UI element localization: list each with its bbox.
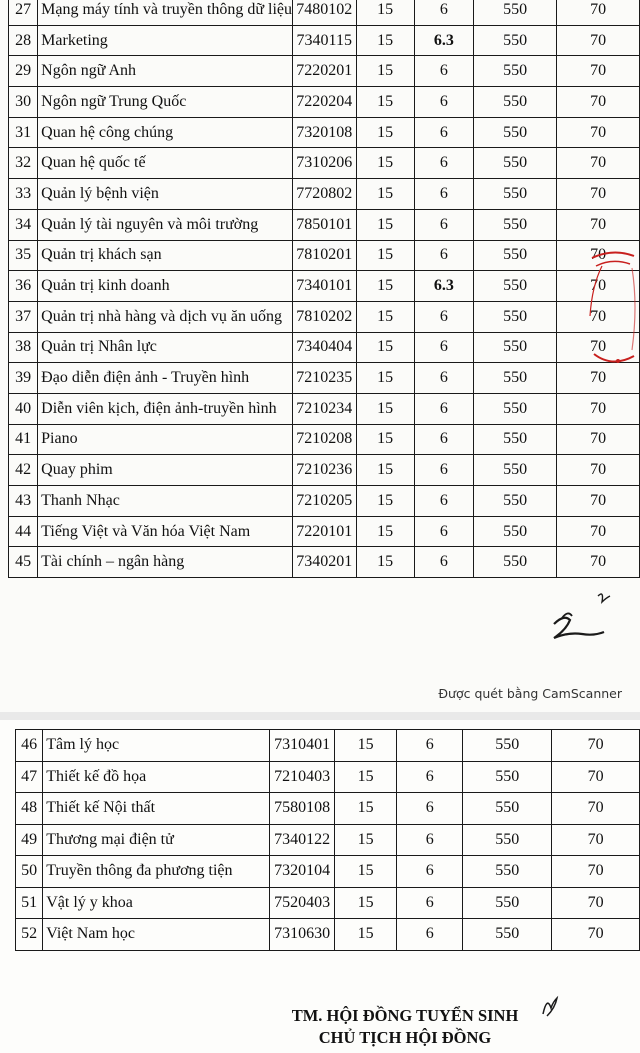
score-col-1: 15 — [356, 0, 414, 25]
major-code: 7210403 — [270, 761, 334, 793]
score-col-1: 15 — [334, 793, 397, 825]
score-col-2: 6 — [397, 730, 463, 762]
table-row — [16, 856, 640, 888]
score-col-3: 550 — [473, 148, 556, 179]
major-name: Vật lý y khoa — [43, 887, 270, 919]
table-row — [9, 516, 640, 547]
row-number: 42 — [9, 455, 38, 486]
table-row — [9, 117, 640, 148]
major-code: 7220201 — [293, 56, 356, 87]
major-name: Marketing — [38, 25, 293, 56]
table-row — [9, 332, 640, 363]
table-row — [9, 301, 640, 332]
scanned-page-2 — [0, 720, 640, 1053]
score-col-1: 15 — [356, 179, 414, 210]
score-col-2: 6.3 — [414, 271, 473, 302]
score-col-3: 550 — [463, 761, 552, 793]
score-col-1: 15 — [334, 824, 397, 856]
red-seal-stamp-icon — [588, 246, 638, 374]
score-col-4: 70 — [557, 117, 640, 148]
score-col-3: 550 — [473, 301, 556, 332]
row-number: 39 — [9, 363, 38, 394]
row-number: 32 — [9, 148, 38, 179]
page-separator — [0, 712, 640, 720]
score-col-2: 6 — [414, 301, 473, 332]
score-col-3: 550 — [473, 332, 556, 363]
score-col-4: 70 — [557, 332, 640, 363]
score-col-3: 550 — [473, 424, 556, 455]
score-col-4: 70 — [557, 301, 640, 332]
major-code: 7320104 — [270, 856, 334, 888]
major-name: Quản trị Nhân lực — [38, 332, 293, 363]
table-row — [16, 824, 640, 856]
score-col-2: 6 — [414, 486, 473, 517]
row-number: 47 — [16, 761, 43, 793]
table-row — [9, 271, 640, 302]
row-number: 27 — [9, 0, 38, 25]
score-col-3: 550 — [463, 793, 552, 825]
major-name: Truyền thông đa phương tiện — [43, 856, 270, 888]
score-col-3: 550 — [473, 0, 556, 25]
score-col-1: 15 — [356, 332, 414, 363]
score-col-1: 15 — [356, 117, 414, 148]
score-col-4: 70 — [557, 516, 640, 547]
major-code: 7340404 — [293, 332, 356, 363]
council-title: TM. HỘI ĐỒNG TUYỂN SINH — [291, 1006, 519, 1025]
table-row — [9, 363, 640, 394]
score-col-2: 6 — [414, 117, 473, 148]
table-row — [9, 56, 640, 87]
table-row — [9, 179, 640, 210]
table-row — [16, 730, 640, 762]
major-name: Quan hệ quốc tế — [38, 148, 293, 179]
major-code: 7520403 — [270, 887, 334, 919]
row-number: 37 — [9, 301, 38, 332]
table-row — [9, 486, 640, 517]
admission-table-part2 — [15, 729, 640, 951]
row-number: 35 — [9, 240, 38, 271]
row-number: 45 — [9, 547, 38, 578]
major-name: Đạo diễn điện ảnh - Truyền hình — [38, 363, 293, 394]
score-col-2: 6 — [414, 56, 473, 87]
major-name: Ngôn ngữ Anh — [38, 56, 293, 87]
major-code: 7220101 — [293, 516, 356, 547]
score-col-2: 6 — [414, 209, 473, 240]
score-col-3: 550 — [463, 856, 552, 888]
major-name: Thương mại điện tử — [43, 824, 270, 856]
row-number: 44 — [9, 516, 38, 547]
row-number: 28 — [9, 25, 38, 56]
score-col-3: 550 — [473, 240, 556, 271]
score-col-1: 15 — [356, 301, 414, 332]
major-name: Tâm lý học — [43, 730, 270, 762]
score-col-3: 550 — [463, 887, 552, 919]
major-name: Việt Nam học — [43, 919, 270, 951]
major-code: 7310206 — [293, 148, 356, 179]
score-col-4: 70 — [552, 761, 640, 793]
score-col-3: 550 — [473, 393, 556, 424]
score-col-1: 15 — [356, 87, 414, 118]
score-col-2: 6.3 — [414, 25, 473, 56]
major-name: Tài chính – ngân hàng — [38, 547, 293, 578]
score-col-4: 70 — [557, 179, 640, 210]
score-col-3: 550 — [473, 455, 556, 486]
major-name: Quản trị khách sạn — [38, 240, 293, 271]
score-col-2: 6 — [414, 332, 473, 363]
score-col-4: 70 — [557, 87, 640, 118]
table-row — [16, 761, 640, 793]
score-col-3: 550 — [473, 117, 556, 148]
score-col-1: 15 — [334, 730, 397, 762]
major-code: 7340101 — [293, 271, 356, 302]
row-number: 51 — [16, 887, 43, 919]
score-col-2: 6 — [414, 240, 473, 271]
table-row — [9, 209, 640, 240]
score-col-2: 6 — [414, 455, 473, 486]
score-col-2: 6 — [397, 856, 463, 888]
score-col-1: 15 — [334, 856, 397, 888]
score-col-4: 70 — [552, 887, 640, 919]
score-col-1: 15 — [356, 209, 414, 240]
score-col-1: 15 — [356, 271, 414, 302]
major-name: Piano — [38, 424, 293, 455]
score-col-1: 15 — [334, 761, 397, 793]
score-col-4: 70 — [557, 148, 640, 179]
major-name: Thiết kế đồ họa — [43, 761, 270, 793]
score-col-4: 70 — [557, 486, 640, 517]
table-row — [9, 424, 640, 455]
score-col-3: 550 — [473, 25, 556, 56]
score-col-3: 550 — [473, 486, 556, 517]
major-code: 7210205 — [293, 486, 356, 517]
major-name: Mạng máy tính và truyền thông dữ liệu — [38, 0, 293, 25]
major-code: 7210234 — [293, 393, 356, 424]
score-col-4: 70 — [557, 209, 640, 240]
major-code: 7810201 — [293, 240, 356, 271]
table-row — [9, 25, 640, 56]
score-col-3: 550 — [473, 179, 556, 210]
score-col-3: 550 — [473, 516, 556, 547]
table-row — [16, 887, 640, 919]
major-code: 7340115 — [293, 25, 356, 56]
major-code: 7580108 — [270, 793, 334, 825]
score-col-4: 70 — [557, 271, 640, 302]
major-name: Quản lý tài nguyên và môi trường — [38, 209, 293, 240]
row-number: 34 — [9, 209, 38, 240]
signature-initial-icon — [540, 588, 620, 648]
major-code: 7810202 — [293, 301, 356, 332]
score-col-4: 70 — [557, 25, 640, 56]
score-col-4: 70 — [557, 56, 640, 87]
score-col-2: 6 — [414, 179, 473, 210]
score-col-2: 6 — [414, 87, 473, 118]
row-number: 43 — [9, 486, 38, 517]
score-col-4: 70 — [557, 0, 640, 25]
row-number: 40 — [9, 393, 38, 424]
score-col-3: 550 — [473, 209, 556, 240]
score-col-1: 15 — [356, 547, 414, 578]
major-name: Quản lý bệnh viện — [38, 179, 293, 210]
score-col-4: 70 — [557, 393, 640, 424]
major-code: 7720802 — [293, 179, 356, 210]
score-col-1: 15 — [356, 455, 414, 486]
major-code: 7210235 — [293, 363, 356, 394]
score-col-2: 6 — [397, 887, 463, 919]
score-col-3: 550 — [473, 87, 556, 118]
row-number: 50 — [16, 856, 43, 888]
score-col-2: 6 — [414, 547, 473, 578]
camscanner-watermark: Được quét bằng CamScanner — [438, 686, 622, 701]
score-col-4: 70 — [557, 424, 640, 455]
score-col-2: 6 — [397, 919, 463, 951]
score-col-2: 6 — [414, 393, 473, 424]
table-row — [9, 148, 640, 179]
score-col-3: 550 — [463, 919, 552, 951]
row-number: 30 — [9, 87, 38, 118]
major-name: Quản trị nhà hàng và dịch vụ ăn uống — [38, 301, 293, 332]
score-col-1: 15 — [356, 56, 414, 87]
major-code: 7310401 — [270, 730, 334, 762]
score-col-1: 15 — [356, 393, 414, 424]
score-col-1: 15 — [356, 486, 414, 517]
row-number: 36 — [9, 271, 38, 302]
score-col-4: 70 — [552, 856, 640, 888]
major-code: 7340201 — [293, 547, 356, 578]
score-col-4: 70 — [557, 240, 640, 271]
score-col-1: 15 — [356, 516, 414, 547]
major-code: 7340122 — [270, 824, 334, 856]
major-code: 7210236 — [293, 455, 356, 486]
score-col-2: 6 — [414, 516, 473, 547]
score-col-4: 70 — [552, 824, 640, 856]
score-col-2: 6 — [414, 148, 473, 179]
table-row — [9, 455, 640, 486]
major-name: Thanh Nhạc — [38, 486, 293, 517]
table-row — [9, 87, 640, 118]
row-number: 31 — [9, 117, 38, 148]
score-col-2: 6 — [397, 824, 463, 856]
score-col-3: 550 — [463, 730, 552, 762]
major-name: Tiếng Việt và Văn hóa Việt Nam — [38, 516, 293, 547]
score-col-4: 70 — [557, 363, 640, 394]
score-col-1: 15 — [334, 919, 397, 951]
row-number: 33 — [9, 179, 38, 210]
admission-table-part1 — [8, 0, 640, 578]
row-number: 48 — [16, 793, 43, 825]
major-name: Thiết kế Nội thất — [43, 793, 270, 825]
row-number: 46 — [16, 730, 43, 762]
row-number: 52 — [16, 919, 43, 951]
score-col-1: 15 — [356, 240, 414, 271]
major-name: Diễn viên kịch, điện ảnh-truyền hình — [38, 393, 293, 424]
major-name: Quản trị kinh doanh — [38, 271, 293, 302]
score-col-4: 70 — [552, 919, 640, 951]
signature-initial-icon — [535, 992, 567, 1020]
major-code: 7850101 — [293, 209, 356, 240]
score-col-4: 70 — [557, 455, 640, 486]
score-col-2: 6 — [414, 0, 473, 25]
score-col-3: 550 — [473, 271, 556, 302]
major-code: 7320108 — [293, 117, 356, 148]
score-col-1: 15 — [356, 424, 414, 455]
table-row — [9, 547, 640, 578]
score-col-4: 70 — [557, 547, 640, 578]
score-col-3: 550 — [463, 824, 552, 856]
row-number: 38 — [9, 332, 38, 363]
major-code: 7480102 — [293, 0, 356, 25]
major-name: Quay phim — [38, 455, 293, 486]
row-number: 49 — [16, 824, 43, 856]
major-name: Ngôn ngữ Trung Quốc — [38, 87, 293, 118]
score-col-4: 70 — [552, 730, 640, 762]
row-number: 29 — [9, 56, 38, 87]
table-row — [16, 919, 640, 951]
score-col-1: 15 — [356, 148, 414, 179]
score-col-2: 6 — [414, 424, 473, 455]
score-col-2: 6 — [414, 363, 473, 394]
table-row — [9, 0, 640, 25]
score-col-1: 15 — [334, 887, 397, 919]
score-col-1: 15 — [356, 363, 414, 394]
major-name: Quan hệ công chúng — [38, 117, 293, 148]
score-col-2: 6 — [397, 761, 463, 793]
row-number: 41 — [9, 424, 38, 455]
score-col-4: 70 — [552, 793, 640, 825]
chairman-title: CHỦ TỊCH HỘI ĐỒNG — [318, 1028, 492, 1047]
score-col-3: 550 — [473, 363, 556, 394]
score-col-3: 550 — [473, 56, 556, 87]
score-col-2: 6 — [397, 793, 463, 825]
table-row — [16, 793, 640, 825]
score-col-3: 550 — [473, 547, 556, 578]
major-code: 7210208 — [293, 424, 356, 455]
major-code: 7310630 — [270, 919, 334, 951]
score-col-1: 15 — [356, 25, 414, 56]
table-row — [9, 240, 640, 271]
table-row — [9, 393, 640, 424]
major-code: 7220204 — [293, 87, 356, 118]
